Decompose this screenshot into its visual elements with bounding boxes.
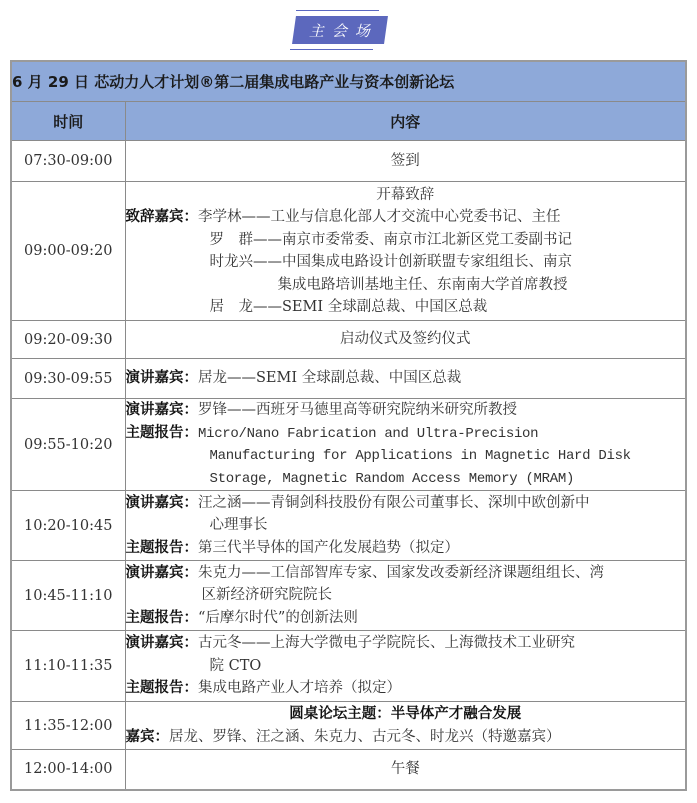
speaker-text: 古元冬——上海大学微电子学院院长、上海微技术工业研究 [198, 635, 575, 652]
speaker-label: 演讲嘉宾： [125, 494, 198, 511]
row-content: 午餐 [125, 750, 686, 790]
guest-list: 居龙、罗锋、汪之涵、朱克力、古元冬、时龙兴（特邀嘉宾） [169, 728, 561, 745]
row-content [125, 359, 686, 399]
speaker-label: 演讲嘉宾： [125, 564, 198, 581]
row-content: 启动仪式及签约仪式 [125, 321, 686, 359]
row-content: 签到 [125, 141, 686, 182]
speaker-line: 罗 群——南京市委常委、南京市江北新区党工委副书记 [209, 231, 572, 248]
badge-divider-top [296, 10, 379, 11]
agenda-title: 6 月 29 日 芯动力人才计划®第二届集成电路产业与资本创新论坛 [11, 61, 686, 102]
row-time: 07:30-09:00 [11, 141, 125, 182]
table-row [11, 359, 686, 399]
agenda-table [10, 60, 687, 791]
topic-label: 主题报告： [125, 424, 198, 441]
speaker-text: 罗锋——西班牙马德里高等研究院纳米研究所教授 [198, 402, 517, 418]
row-content [125, 399, 686, 491]
row-content [125, 182, 686, 321]
speaker-text: 居龙——SEMI 全球副总裁、中国区总裁 [198, 370, 462, 387]
topic-text: 集成电路产业人才培养（拟定） [198, 680, 401, 697]
row-time: 12:00-14:00 [11, 750, 125, 790]
table-row [11, 491, 686, 561]
speaker-line: 李学林——工业与信息化部人才交流中心党委书记、主任 [198, 209, 561, 225]
table-row [11, 702, 686, 750]
speaker-text: 朱克力——工信部智库专家、国家发改委新经济课题组组长、湾 [198, 564, 604, 581]
speaker-label: 演讲嘉宾： [125, 402, 198, 418]
speaker-text: 汪之涵——青铜剑科技股份有限公司董事长、深圳中欧创新中 [198, 494, 590, 511]
topic-label: 主题报告： [125, 680, 198, 697]
table-header-row [11, 102, 686, 141]
section-badge [287, 10, 411, 52]
speaker-label: 演讲嘉宾： [125, 635, 198, 652]
table-row [11, 182, 686, 321]
column-header-content: 内容 [125, 102, 686, 141]
table-row [11, 561, 686, 631]
row-time: 09:20-09:30 [11, 321, 125, 359]
speaker-line: 居 龙——SEMI 全球副总裁、中国区总裁 [209, 299, 488, 315]
topic-line: Manufacturing for Applications in Magnetic Hard Disk [209, 448, 631, 464]
speaker-text-cont: 院 CTO [209, 657, 262, 674]
opening-title: 开幕致辞 [376, 186, 435, 203]
row-content [125, 702, 686, 750]
speaker-line: 集成电路培训基地主任、东南南大学首席教授 [277, 276, 568, 293]
row-content [125, 561, 686, 631]
row-content [125, 491, 686, 561]
row-time: 11:10-11:35 [11, 631, 125, 702]
speaker-text-cont: 区新经济研究院院长 [201, 587, 332, 604]
row-time: 09:55-10:20 [11, 399, 125, 491]
table-row [11, 631, 686, 702]
row-time: 11:35-12:00 [11, 702, 125, 750]
topic-line: Micro/Nano Fabrication and Ultra-Precision [198, 425, 539, 442]
speaker-label: 致辞嘉宾： [125, 209, 198, 225]
row-time: 10:45-11:10 [11, 561, 125, 631]
badge-divider-bottom [290, 49, 373, 50]
row-content [125, 631, 686, 702]
speaker-label: 演讲嘉宾： [125, 370, 198, 387]
column-header-time: 时间 [11, 102, 125, 141]
topic-text: “后摩尔时代”的创新法则 [198, 609, 358, 626]
speaker-line: 时龙兴——中国集成电路设计创新联盟专家组组长、南京 [209, 254, 572, 270]
speaker-text-cont: 心理事长 [209, 517, 268, 534]
roundtable-title: 圆桌论坛主题：半导体产才融合发展 [289, 706, 522, 722]
table-row [11, 750, 686, 790]
topic-line: Storage, Magnetic Random Access Memory (MRAM) [209, 470, 575, 487]
section-badge-box [292, 16, 388, 44]
guest-label: 嘉宾： [125, 728, 169, 745]
row-time: 09:00-09:20 [11, 182, 125, 321]
topic-label: 主题报告： [125, 539, 198, 556]
row-time: 09:30-09:55 [11, 359, 125, 399]
row-time: 10:20-10:45 [11, 491, 125, 561]
topic-label: 主题报告： [125, 609, 198, 626]
section-badge-label: 主会场 [309, 21, 379, 40]
table-row [11, 321, 686, 359]
table-row [11, 141, 686, 182]
topic-text: 第三代半导体的国产化发展趋势（拟定） [198, 539, 459, 556]
agenda-title-row [11, 61, 686, 102]
table-row [11, 399, 686, 491]
